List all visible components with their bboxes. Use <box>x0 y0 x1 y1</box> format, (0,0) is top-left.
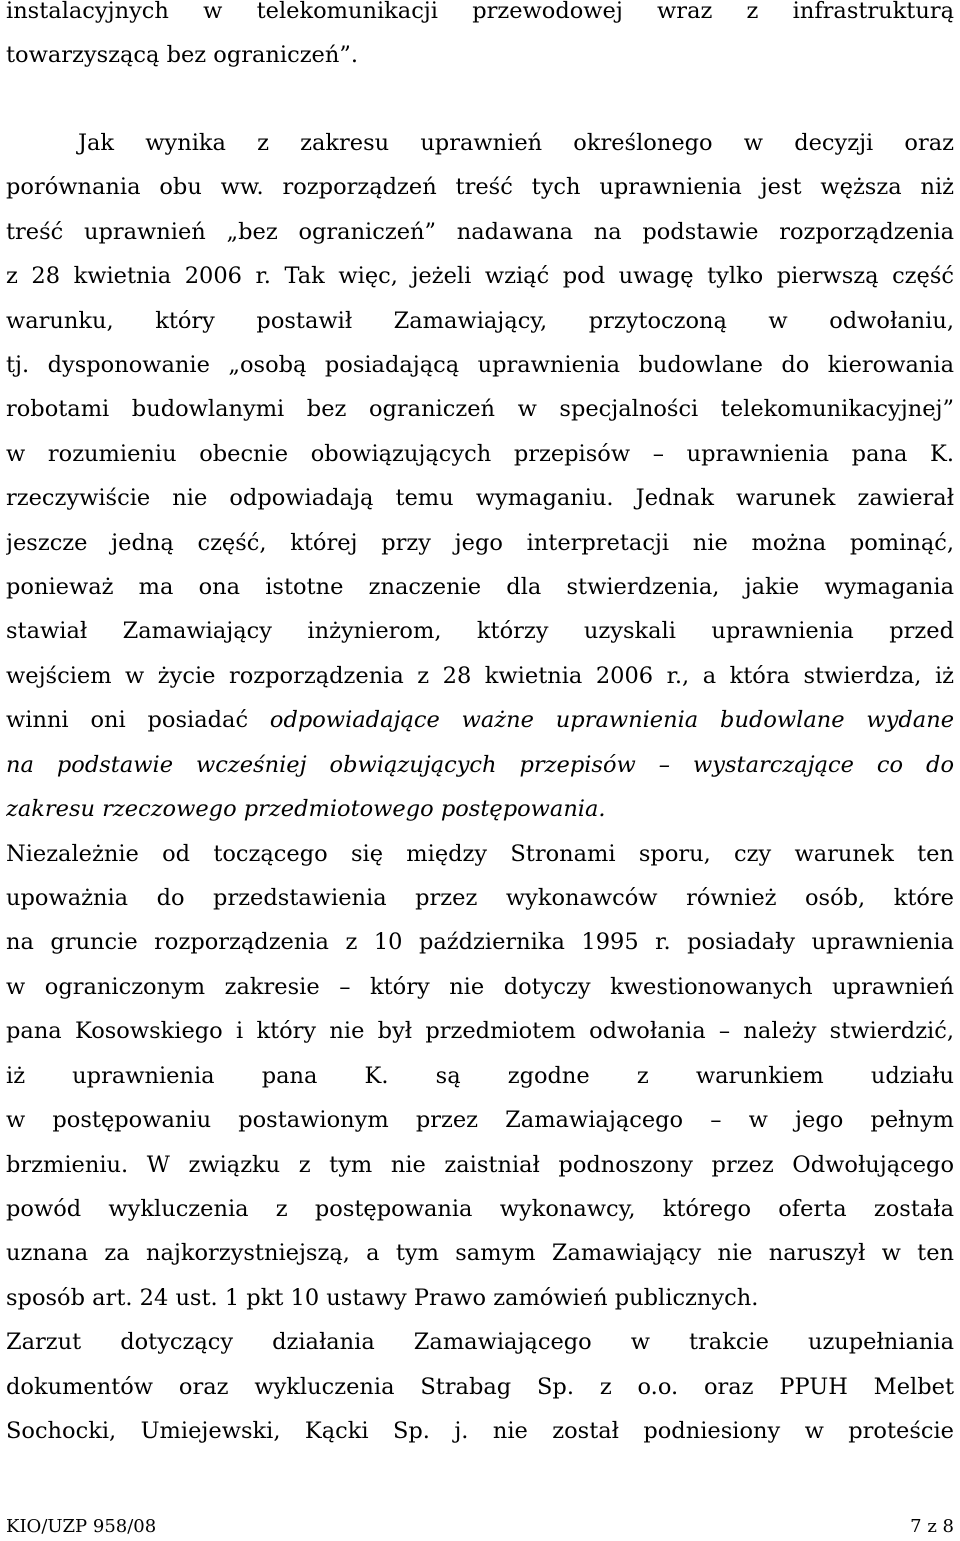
text-line: brzmieniu. W związku z tym nie zaistniał podnoszony przez Odwołującego <box>6 1152 954 1178</box>
text-line: rzeczywiście nie odpowiadają temu wymaganiu. Jednak warunek zawierał <box>6 485 954 511</box>
page-number: 7 z 8 <box>910 1516 954 1537</box>
paragraph-first-line: Niezależnie od toczącego się między Stronami sporu, czy warunek ten <box>6 841 954 867</box>
text-line: powód wykluczenia z postępowania wykonawcy, którego oferta została <box>6 1196 954 1222</box>
text-line: robotami budowlanymi bez ograniczeń w specjalności telekomunikacyjnej” <box>6 396 954 422</box>
text-line: ponieważ ma ona istotne znaczenie dla stwierdzenia, jakie wymagania <box>6 574 954 600</box>
text-line: w ograniczonym zakresie – który nie dotyczy kwestionowanych uprawnień <box>6 974 954 1000</box>
text-line: iż uprawnienia pana K. są zgodne z warunkiem udziału <box>6 1063 954 1089</box>
text-line: tj. dysponowanie „osobą posiadającą uprawnienia budowlane do kierowania <box>6 352 954 378</box>
text-line: towarzyszącą bez ograniczeń”. <box>6 42 359 68</box>
text-line: upoważnia do przedstawienia przez wykonawców również osób, które <box>6 885 954 911</box>
text-line: na gruncie rozporządzenia z 10 października 1995 r. posiadały uprawnienia <box>6 929 954 955</box>
text-line <box>6 703 954 737</box>
text-line: wejściem w życie rozporządzenia z 28 kwietnia 2006 r., a która stwierdza, iż <box>6 663 954 689</box>
text-line: porównania obu ww. rozporządzeń treść tych uprawnienia jest węższa niż <box>6 174 954 200</box>
text-line: treść uprawnień „bez ograniczeń” nadawana na podstawie rozporządzenia <box>6 219 954 245</box>
text-line: pana Kosowskiego i który nie był przedmiotem odwołania – należy stwierdzić, <box>6 1018 954 1044</box>
text-line: dokumentów oraz wykluczenia Strabag Sp. z o.o. oraz PPUH Melbet <box>6 1374 954 1400</box>
text-line: Sochocki, Umiejewski, Kącki Sp. j. nie został podniesiony w proteście <box>6 1418 954 1444</box>
text-line: stawiał Zamawiający inżynierom, którzy uzyskali uprawnienia przed <box>6 618 954 644</box>
text-line: w postępowaniu postawionym przez Zamawiającego – w jego pełnym <box>6 1107 954 1133</box>
text-line-italic: odpowiadające ważne uprawnienia budowlane wydane <box>269 707 954 733</box>
text-line-italic: na podstawie wcześniej obwiązujących przepisów – wystarczające co do <box>6 752 954 778</box>
text-line-regular: winni oni posiadać <box>6 707 249 733</box>
text-line: uznana za najkorzystniejszą, a tym samym Zamawiający nie naruszył w ten <box>6 1240 954 1266</box>
text-line: warunku, który postawił Zamawiający, przytoczoną w odwołaniu, <box>6 308 954 334</box>
text-line: z 28 kwietnia 2006 r. Tak więc, jeżeli wziąć pod uwagę tylko pierwszą część <box>6 263 954 289</box>
paragraph-first-line: Jak wynika z zakresu uprawnień określonego w decyzji oraz <box>78 130 954 156</box>
text-line-italic: zakresu rzeczowego przedmiotowego postępowania. <box>6 796 606 822</box>
case-number: KIO/UZP 958/08 <box>6 1516 157 1537</box>
text-line: instalacyjnych w telekomunikacji przewodowej wraz z infrastrukturą <box>6 0 954 24</box>
paragraph-first-line: Zarzut dotyczący działania Zamawiającego w trakcie uzupełniania <box>6 1329 954 1355</box>
text-line: jeszcze jedną część, której przy jego interpretacji nie można pominąć, <box>6 530 954 556</box>
text-line: w rozumieniu obecnie obowiązujących przepisów – uprawnienia pana K. <box>6 441 954 467</box>
page-footer <box>6 1515 954 1539</box>
text-line: sposób art. 24 ust. 1 pkt 10 ustawy Prawo zamówień publicznych. <box>6 1285 759 1311</box>
